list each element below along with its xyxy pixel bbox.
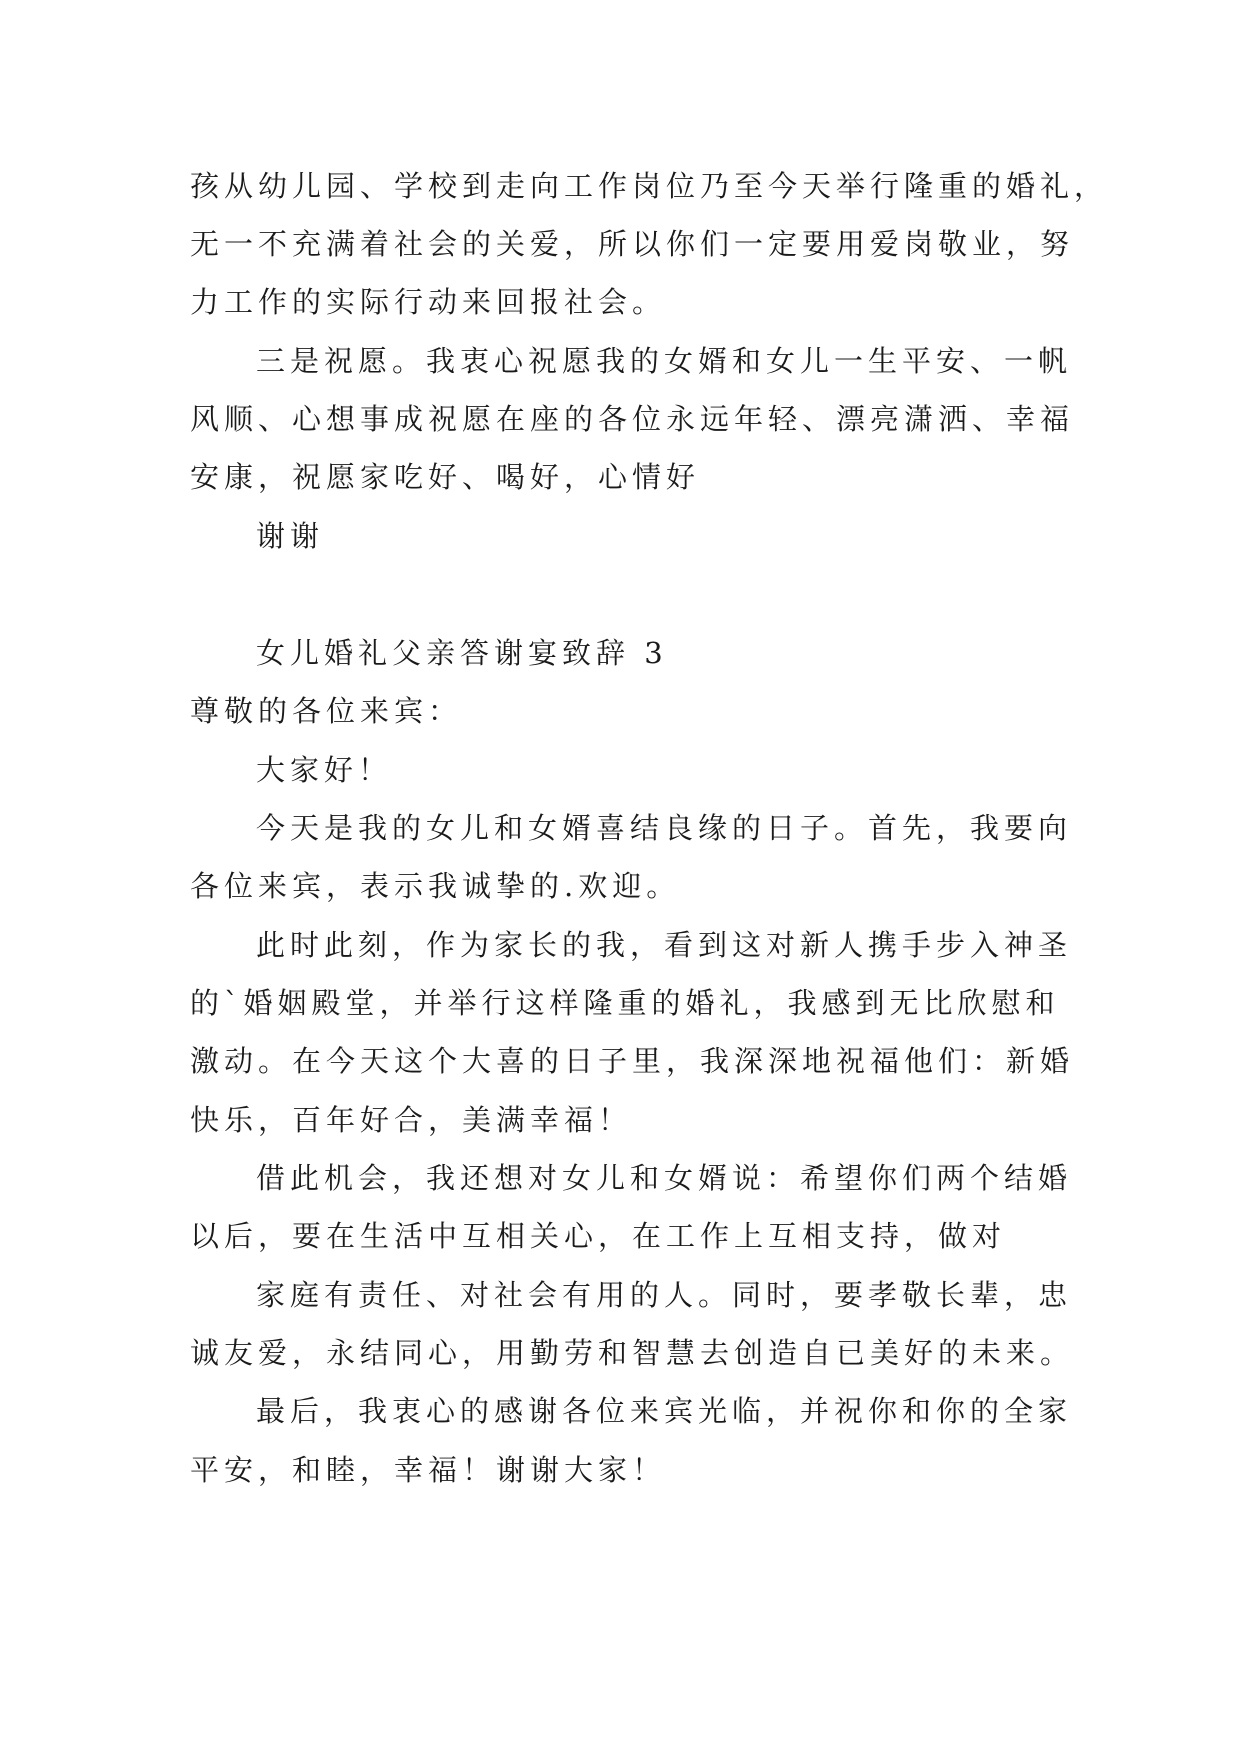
text-line: 快乐，百年好合，美满幸福！ xyxy=(190,1103,633,1137)
text-line: 力工作的实际行动来回报社会。 xyxy=(190,285,667,319)
paragraph-start-line: 三是祝愿。我衷心祝愿我的女婿和女儿一生平安、一帆 xyxy=(256,344,1073,378)
paragraph-start-line: 此时此刻，作为家长的我，看到这对新人携手步入神圣 xyxy=(256,928,1073,962)
text-line: 平安，和睦，幸福！谢谢大家！ xyxy=(190,1453,667,1487)
text-line: 激动。在今天这个大喜的日子里，我深深地祝福他们：新婚 xyxy=(190,1044,1075,1078)
paragraph-start-line: 最后，我衷心的感谢各位来宾光临，并祝你和你的全家 xyxy=(256,1394,1073,1428)
paragraph-start-line: 今天是我的女儿和女婿喜结良缘的日子。首先，我要向 xyxy=(256,811,1073,845)
greeting: 大家好！ xyxy=(256,753,393,787)
text-line: 以后，要在生活中互相关心，在工作上互相支持，做对 xyxy=(190,1219,1007,1253)
text-line: 孩从幼儿园、学校到走向工作岗位乃至今天举行隆重的婚礼， xyxy=(190,169,1109,203)
text-line: 各位来宾，表示我诚挚的.欢迎。 xyxy=(190,869,681,903)
text-line: 诚友爱，永结同心，用勤劳和智慧去创造自已美好的未来。 xyxy=(190,1336,1075,1370)
text-line: 家庭有责任、对社会有用的人。同时，要孝敬长辈，忠 xyxy=(256,1278,1073,1312)
closing-thanks: 谢谢 xyxy=(256,519,325,553)
salutation: 尊敬的各位来宾： xyxy=(190,694,463,728)
text-line: 的`婚姻殿堂，并举行这样隆重的婚礼，我感到无比欣慰和 xyxy=(190,986,1060,1020)
text-line: 风顺、心想事成祝愿在座的各位永远年轻、漂亮潇洒、幸福 xyxy=(190,402,1075,436)
text-line: 无一不充满着社会的关爱，所以你们一定要用爱岗敬业，努 xyxy=(190,227,1075,261)
section-title: 女儿婚礼父亲答谢宴致辞 3 xyxy=(256,636,668,670)
paragraph-start-line: 借此机会，我还想对女儿和女婿说：希望你们两个结婚 xyxy=(256,1161,1073,1195)
text-line: 安康，祝愿家吃好、喝好，心情好 xyxy=(190,460,701,494)
